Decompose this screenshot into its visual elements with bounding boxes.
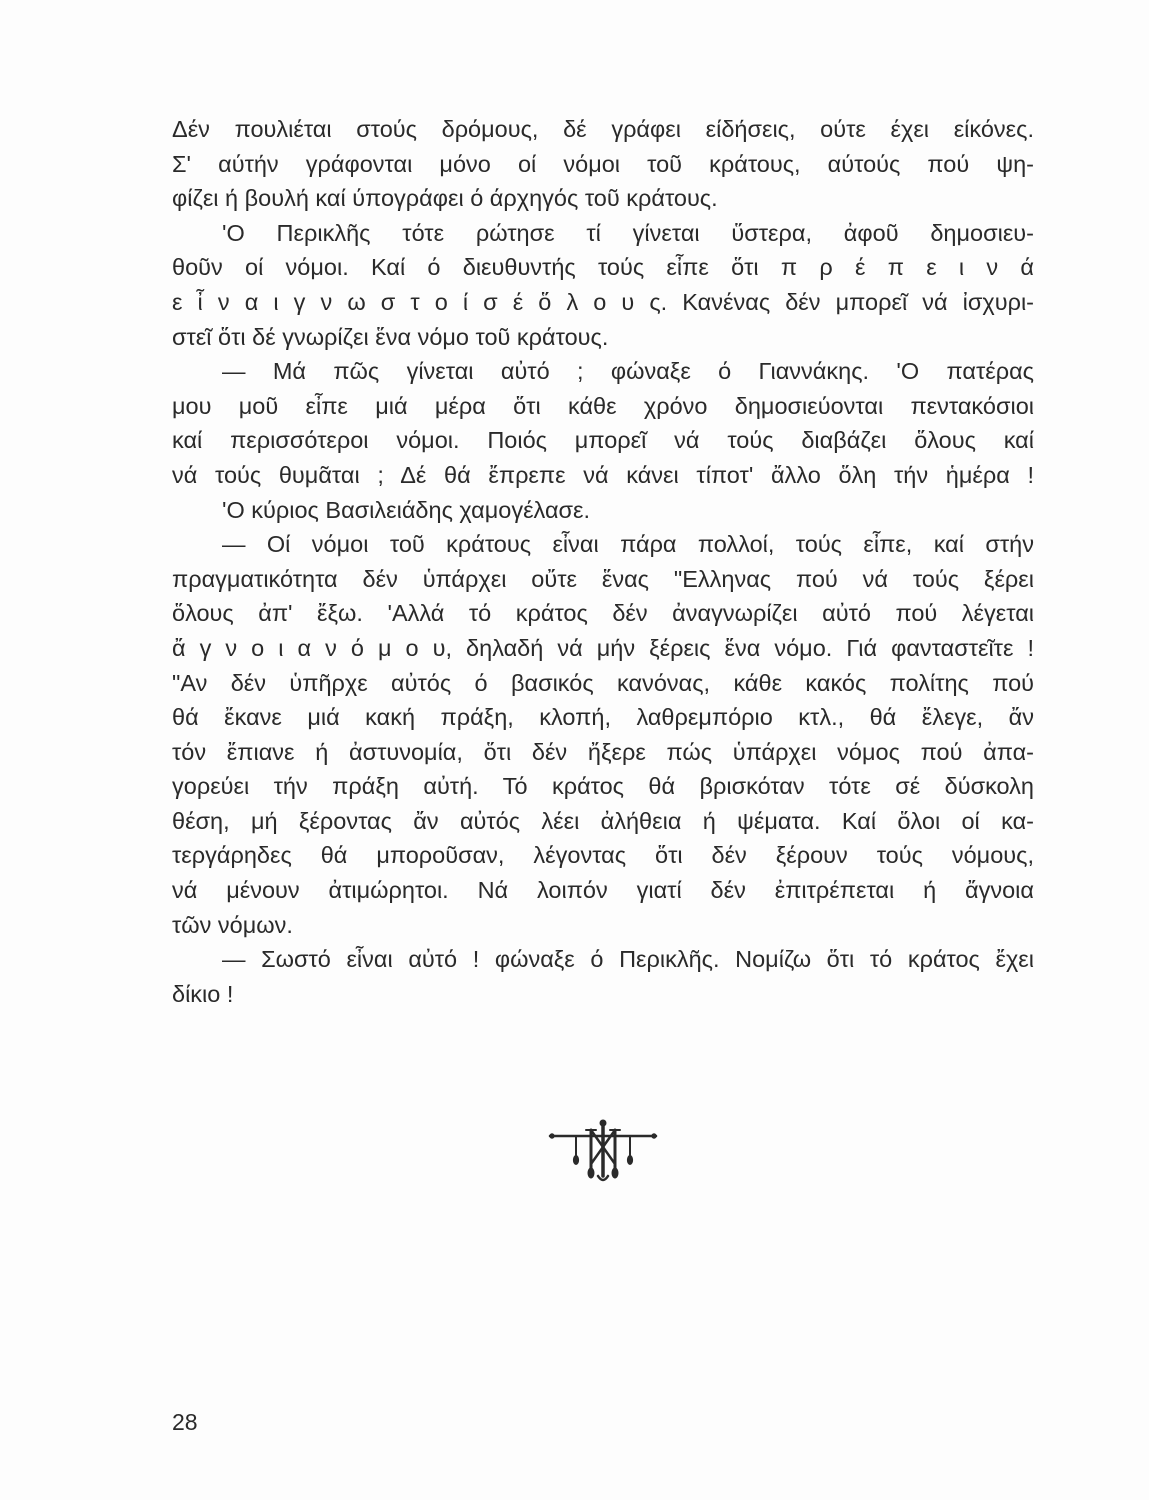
text-line: δίκιο ! [172, 980, 234, 1007]
text-line: — Σωστό εἶναι αὐτό ! φώναξε ό Περικλῆς. Νομίζω ὅτι τό κράτος ἔχει [222, 946, 1034, 973]
page-number: 28 [172, 1409, 198, 1435]
text-line: τόν ἔπιανε ή ἀστυνομία, ὅτι δέν ἤξερε πώς ὑπάρχει νόμος πού ἀπα- [172, 738, 1034, 765]
text-line: γορεύει τήν πράξη αὐτή. Τό κράτος θά βρισκόταν τότε σέ δύσκολη [172, 773, 1034, 800]
text-line: — Μά πῶς γίνεται αὐτό ; φώναξε ό Γιαννάκης. 'Ο πατέρας [222, 358, 1034, 385]
body-text [172, 112, 1034, 1011]
text-line: μου μοῦ εἶπε μιά μέρα ὅτι κάθε χρόνο δημοσιεύονται πεντακόσιοι [172, 392, 1034, 419]
text-line: θά ἔκανε μιά κακή πράξη, κλοπή, λαθρεμπόριο κτλ., θά ἔλεγε, ἄν [172, 704, 1034, 731]
text-line: ε ἶ ν α ι γ ν ω σ τ ο ί σ έ ὅ λ ο υ ς. Κανένας δέν μπορεῖ νά ἰσχυρι- [172, 288, 1034, 315]
text-line: Δέν πουλιέται στούς δρόμους, δέ γράφει είδήσεις, ούτε έχει είκόνες. [172, 116, 1034, 142]
text-line: στεῖ ὅτι δέ γνωρίζει ἕνα νόμο τοῦ κράτους. [172, 323, 609, 350]
text-line: νά τούς θυμᾶται ; Δέ θά ἔπρεπε νά κάνει τίποτ' ἄλλο ὅλη τήν ἡμέρα ! [172, 461, 1034, 488]
text-line: θοῦν οί νόμοι. Καί ό διευθυντής τούς εἶπε ὅτι π ρ έ π ε ι ν ά [172, 254, 1034, 281]
text-line: 'Ο Περικλῆς τότε ρώτησε τί γίνεται ὕστερα, ἀφοῦ δημοσιευ- [222, 219, 1034, 246]
text-line: "Αν δέν ὑπῆρχε αὐτός ό βασικός κανόνας, κάθε κακός πολίτης πού [172, 669, 1034, 696]
decorative-fleuron-icon [548, 1118, 658, 1186]
text-line: καί περισσότεροι νόμοι. Ποιός μπορεῖ νά τούς διαβάζει ὅλους καί [172, 427, 1034, 454]
text-line: φίζει ή βουλή καί ύπογράφει ό άρχηγός τοῦ κράτους. [172, 185, 718, 212]
text-line: ἄ γ ν ο ι α ν ό μ ο υ, δηλαδή νά μήν ξέρεις ἕνα νόμο. Γιά φανταστεῖτε ! [172, 634, 1034, 661]
text-line: 'Ο κύριος Βασιλειάδης χαμογέλασε. [222, 496, 591, 523]
text-line: νά μένουν ἀτιμώρητοι. Νά λοιπόν γιατί δέν ἐπιτρέπεται ή ἄγνοια [172, 877, 1034, 904]
text-line: πραγματικότητα δέν ὑπάρχει οὔτε ἕνας "Ελληνας πού νά τούς ξέρει [172, 565, 1034, 592]
text-line: — Οί νόμοι τοῦ κράτους εἶναι πάρα πολλοί, τούς εἶπε, καί στήν [222, 531, 1034, 558]
text-line: τῶν νόμων. [172, 911, 293, 938]
text-line: τεργάρηδες θά μποροῦσαν, λέγοντας ὅτι δέν ξέρουν τούς νόμους, [172, 842, 1034, 869]
text-line: Σ' αύτήν γράφονται μόνο οί νόμοι τοῦ κράτους, αύτούς πού ψη- [172, 150, 1034, 177]
text-line: ὅλους ἀπ' ἔξω. 'Αλλά τό κράτος δέν ἀναγνωρίζει αὐτό πού λέγεται [172, 600, 1034, 627]
text-line: θέση, μή ξέροντας ἄν αὐτός λέει ἀλήθεια ή ψέματα. Καί ὅλοι οί κα- [172, 807, 1034, 834]
